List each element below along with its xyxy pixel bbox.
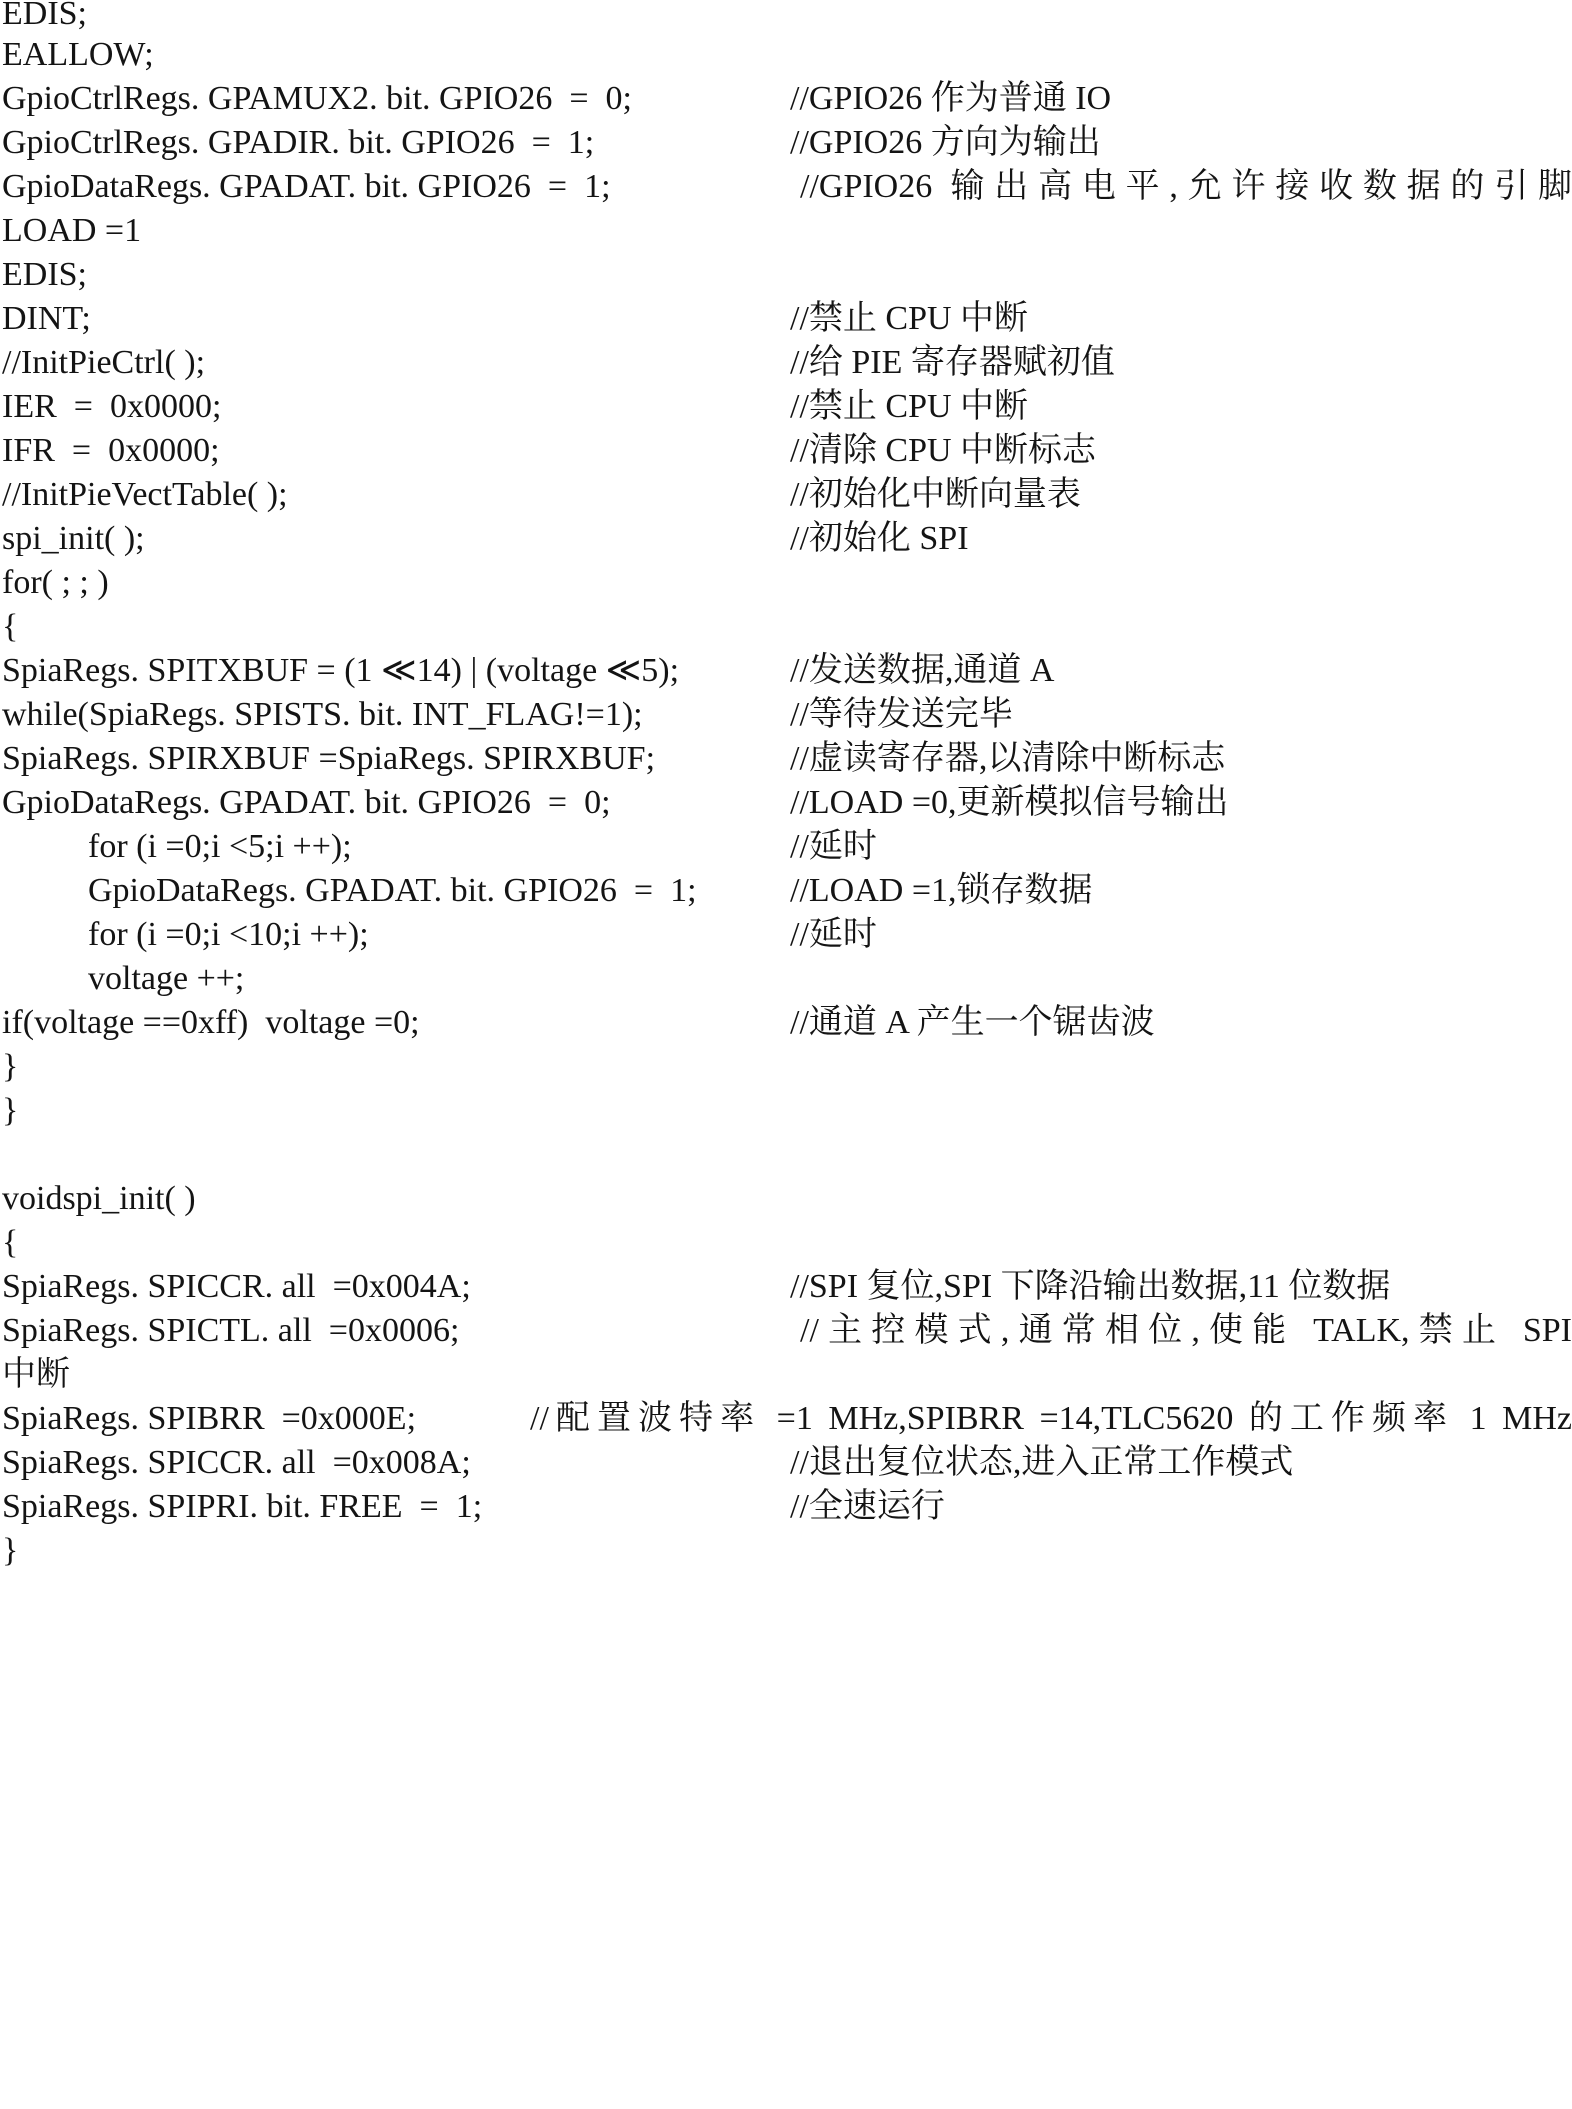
code-line (0, 1081, 1572, 1140)
code-text: for (i =0;i <5;i ++); (88, 828, 352, 865)
code-text: { (2, 1224, 19, 1261)
code-comment: //延时 (790, 916, 877, 953)
code-comment: //发送数据,通道 A (790, 652, 1055, 689)
code-text: EALLOW; (2, 36, 154, 73)
code-text: { (2, 608, 19, 645)
code-comment: //LOAD =1,锁存数据 (790, 872, 1093, 909)
code-comment: //全速运行 (790, 1488, 945, 1525)
code-comment: //禁止 CPU 中断 (790, 388, 1029, 425)
code-text: EDIS; (2, 256, 87, 293)
code-comment: //退出复位状态,进入正常工作模式 (790, 1444, 1294, 1481)
code-comment: //SPI 复位,SPI 下降沿输出数据,11 位数据 (790, 1268, 1391, 1305)
code-text: GpioCtrlRegs. GPAMUX2. bit. GPIO26 = 0; (2, 80, 632, 117)
code-comment: //初始化中断向量表 (790, 476, 1081, 513)
code-text: SpiaRegs. SPICTL. all =0x0006; (2, 1312, 460, 1349)
code-comment: //清除 CPU 中断标志 (790, 432, 1097, 469)
code-text: } (2, 1532, 19, 1569)
code-text: } (2, 1048, 19, 1085)
code-text: voltage ++; (88, 960, 245, 997)
code-text: SpiaRegs. SPIBRR =0x000E; (2, 1400, 417, 1437)
code-comment: //禁止 CPU 中断 (790, 300, 1029, 337)
code-text: while(SpiaRegs. SPISTS. bit. INT_FLAG!=1); (2, 696, 643, 733)
code-text: voidspi_init( ) (2, 1180, 196, 1217)
code-text: } (2, 1092, 19, 1129)
code-comment: //虚读寄存器,以清除中断标志 (790, 740, 1226, 777)
code-text: SpiaRegs. SPICCR. all =0x008A; (2, 1444, 471, 1481)
code-text: SpiaRegs. SPICCR. all =0x004A; (2, 1268, 471, 1305)
code-text: //InitPieVectTable( ); (2, 476, 288, 513)
code-text: spi_init( ); (2, 520, 145, 557)
code-comment: //GPIO26 作为普通 IO (790, 80, 1112, 117)
code-text: SpiaRegs. SPIPRI. bit. FREE = 1; (2, 1488, 483, 1525)
code-text: GpioDataRegs. GPADAT. bit. GPIO26 = 1; (2, 168, 611, 205)
code-text: SpiaRegs. SPIRXBUF =SpiaRegs. SPIRXBUF; (2, 740, 656, 777)
code-comment: //等待发送完毕 (790, 696, 1013, 733)
code-text: if(voltage ==0xff) voltage =0; (2, 1004, 420, 1041)
code-comment: //GPIO26 方向为输出 (790, 124, 1101, 161)
code-text: //InitPieCtrl( ); (2, 344, 206, 381)
code-text: for (i =0;i <10;i ++); (88, 916, 369, 953)
code-text: GpioCtrlRegs. GPADIR. bit. GPIO26 = 1; (2, 124, 595, 161)
code-text: for( ; ; ) (2, 564, 109, 601)
code-comment: //延时 (790, 828, 877, 865)
code-comment: //配置波特率 =1 MHz,SPIBRR =14,TLC5620 的工作频率 1 MHz (530, 1400, 1572, 1437)
code-text: EDIS; (2, 0, 87, 32)
code-line (0, 1521, 1572, 1580)
code-comment: //通道 A 产生一个锯齿波 (790, 1004, 1155, 1041)
code-comment: //主控模式,通常相位,使能 TALK,禁止 SPI (800, 1312, 1572, 1349)
code-text: LOAD =1 (2, 212, 142, 249)
code-comment: //初始化 SPI (790, 520, 969, 557)
code-text: DINT; (2, 300, 91, 337)
code-text: GpioDataRegs. GPADAT. bit. GPIO26 = 0; (2, 784, 611, 821)
code-comment: //LOAD =0,更新模拟信号输出 (790, 784, 1229, 821)
code-text: 中断 (2, 1356, 70, 1393)
code-text: IER = 0x0000; (2, 388, 222, 425)
code-text: GpioDataRegs. GPADAT. bit. GPIO26 = 1; (88, 872, 697, 909)
code-text: IFR = 0x0000; (2, 432, 220, 469)
code-comment: //给 PIE 寄存器赋初值 (790, 344, 1115, 381)
code-text: SpiaRegs. SPITXBUF = (1 ≪14) | (voltage ≪5); (2, 652, 680, 689)
code-comment: //GPIO26 输出高电平,允许接收数据的引脚 (800, 168, 1572, 205)
